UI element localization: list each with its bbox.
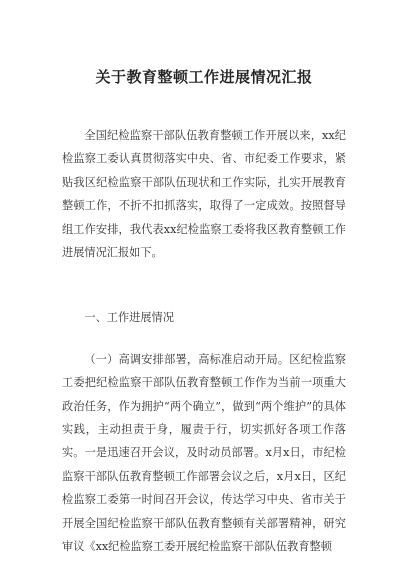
intro-paragraph: 全国纪检监察干部队伍教育整顿工作开展以来，xx纪检监察工委认真贯彻落实中央、省、市纪委工作要求，紧贴我区纪检监察干部队伍现状和工作实际，扎实开展教育整顿工作，不折不扣抓落实，取得了一定成效。按照督导组工作安排，我代表xx纪检监察工委将我区教育整顿工作进展情况汇报如下。 [62,129,346,260]
section-paragraph: （一）高调安排部署，高标准启动开局。区纪检监察工委把纪检监察干部队伍教育整顿工作作为当前一项重大政治任务，作为拥护“两个确立”，做到“两个维护”的具体实践，主动担责于身，履责于行，切实抓好各项工作落实。一是迅速召开会议，及时动员部署。x月x日，市纪检监察干部队伍教育整顿工作部署会议之后，x月x日，区纪检监察工委第一时间召开会议，传达学习中央、省市关于开展全国纪检监察干部队伍教育整顿有关部署精神，研究审议《xx纪检监察工委开展纪检监察干部队伍教育整顿 [62,352,346,554]
document-title: 关于教育整顿工作进展情况汇报 [95,68,313,86]
section-heading: 一、工作进展情况 [84,311,174,325]
document-body [62,124,346,559]
